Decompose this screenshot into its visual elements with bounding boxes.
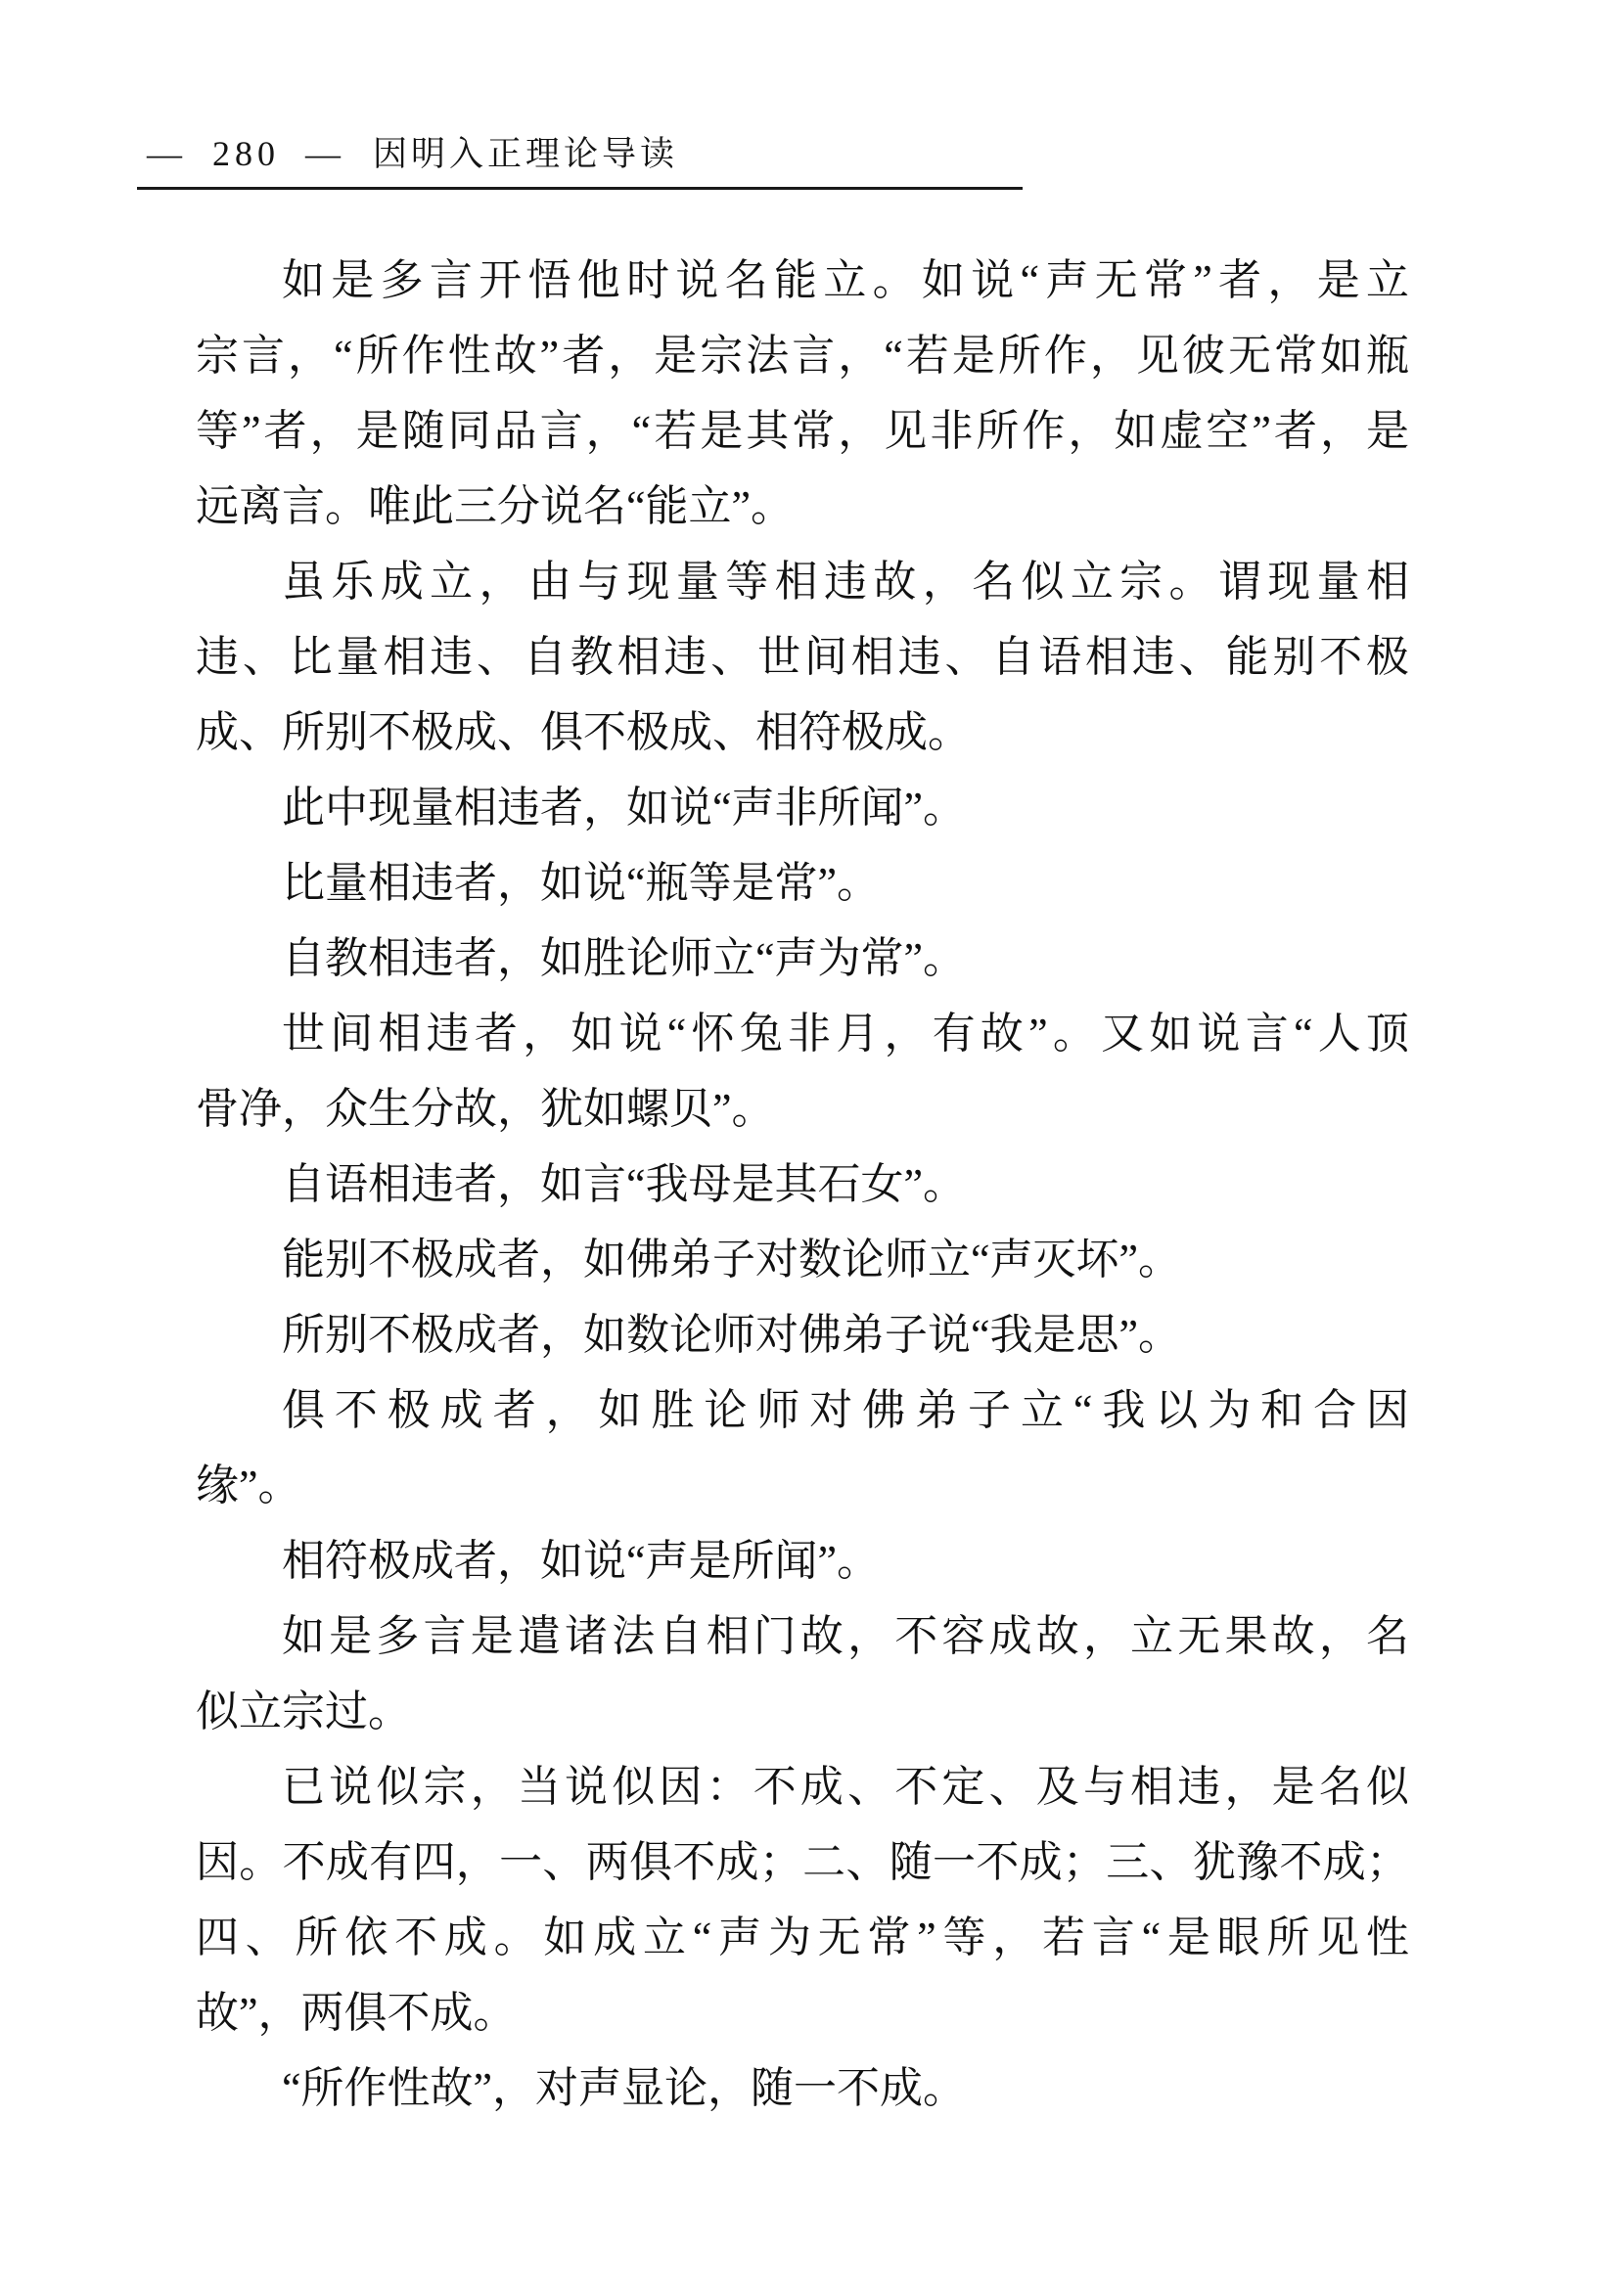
text-line: 故”，两俱不成。	[196, 1989, 517, 2037]
text-line: 自教相违者，如胜论师立“声为常”。	[282, 934, 967, 982]
text-line: 如是多言是遣诸法自相门故，不容成故，立无果故，名	[282, 1612, 1409, 1660]
text-line: 世间相违者，如说“怀兔非月，有故”。又如说言“人顶	[282, 1010, 1409, 1058]
header-divider-rule	[137, 187, 1023, 190]
page-number: — 280 —	[147, 134, 345, 173]
text-line: 宗言，“所作性故”者，是宗法言，“若是所作，见彼无常如瓶	[196, 332, 1409, 380]
text-line: 骨净，众生分故，犹如螺贝”。	[196, 1085, 775, 1133]
page-header	[147, 127, 678, 176]
text-line: 相符极成者，如说“声是所闻”。	[282, 1537, 881, 1585]
text-line: 俱不极成者，如胜论师对佛弟子立“我以为和合因	[282, 1386, 1409, 1434]
text-line: 似立宗过。	[196, 1688, 411, 1735]
text-line: 自语相违者，如言“我母是其石女”。	[282, 1160, 967, 1208]
text-line: 如是多言开悟他时说名能立。如说“声无常”者，是立	[282, 256, 1409, 304]
text-line: 违、比量相违、自教相违、世间相违、自语相违、能别不极	[196, 633, 1409, 681]
text-line: 缘”。	[196, 1462, 301, 1509]
body-text	[196, 243, 1409, 2126]
text-line: 能别不极成者，如佛弟子对数论师立“声灭坏”。	[282, 1236, 1182, 1283]
text-line: 四、所依不成。如成立“声为无常”等，若言“是眼所见性	[196, 1913, 1409, 1961]
text-line: 已说似宗，当说似因：不成、不定、及与相违，是名似	[282, 1763, 1409, 1811]
text-line: 虽乐成立，由与现量等相违故，名似立宗。谓现量相	[282, 558, 1409, 606]
text-line: “所作性故”，对声显论，随一不成。	[282, 2064, 967, 2112]
text-line: 远离言。唯此三分说名“能立”。	[196, 482, 795, 530]
text-line: 因。不成有四，一、两俱不成；二、随一不成；三、犹豫不成；	[196, 1838, 1409, 1886]
running-head-book-title: 因明入正理论导读	[373, 135, 679, 173]
text-line: 成、所别不极成、俱不极成、相符极成。	[196, 708, 971, 756]
text-line: 此中现量相违者，如说“声非所闻”。	[282, 784, 967, 832]
text-line: 等”者，是随同品言，“若是其常，见非所作，如虚空”者，是	[196, 407, 1409, 455]
text-line: 所别不极成者，如数论师对佛弟子说“我是思”。	[282, 1311, 1182, 1359]
text-line: 比量相违者，如说“瓶等是常”。	[282, 859, 881, 907]
